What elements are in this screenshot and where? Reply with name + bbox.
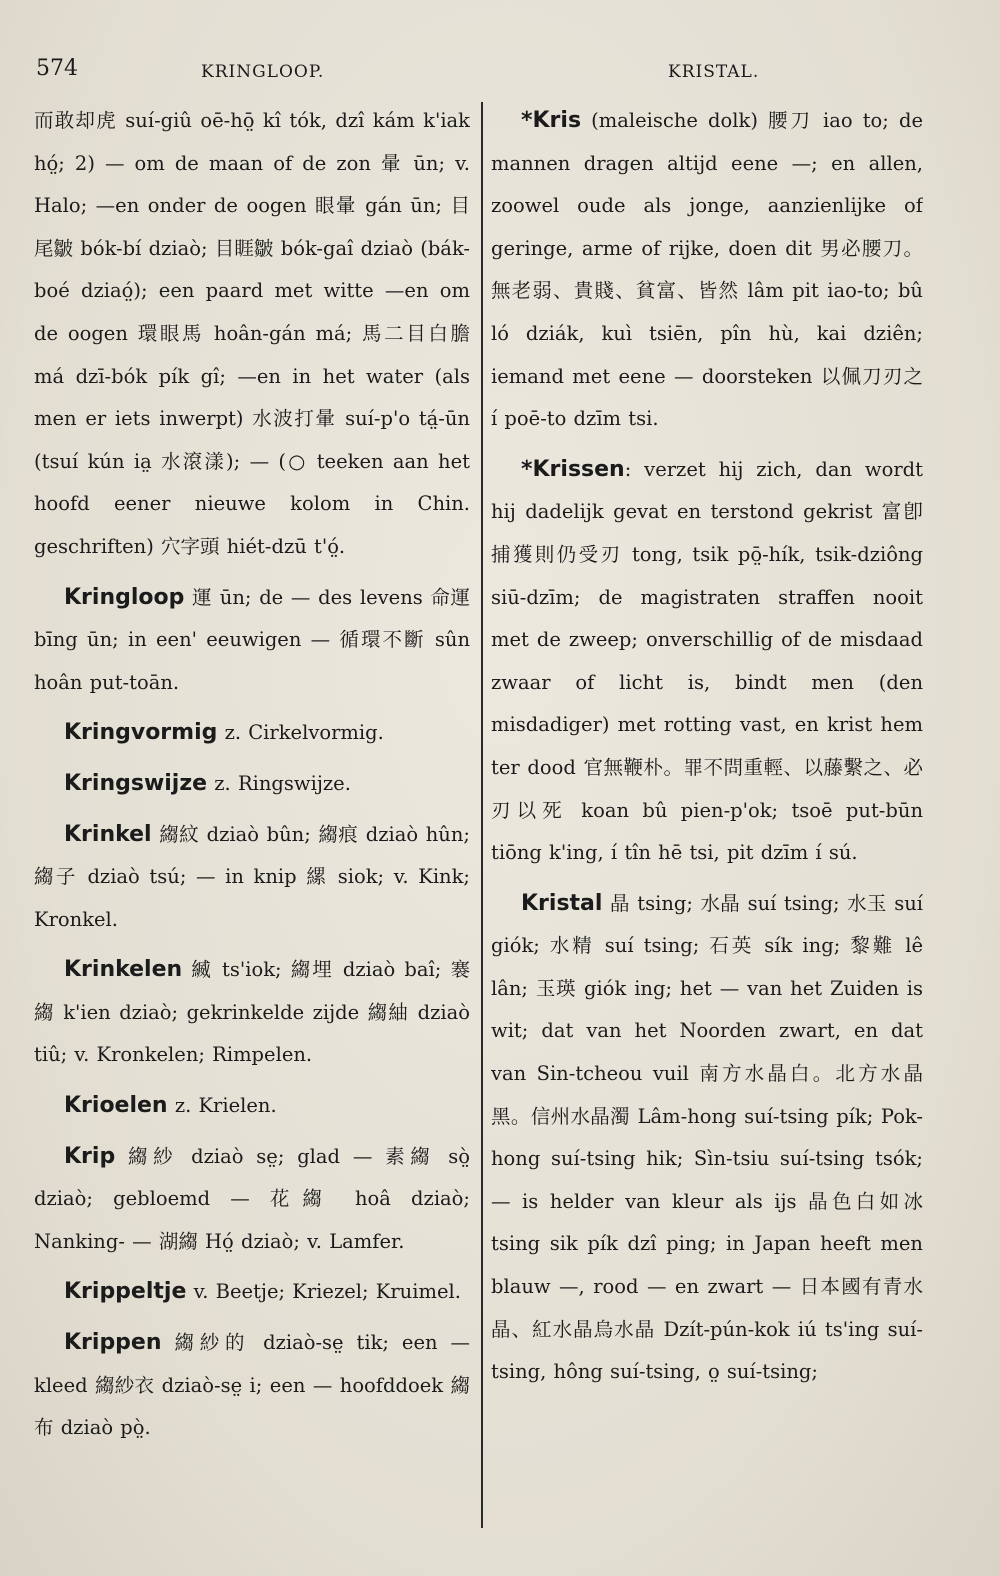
entry-headword: Krip	[64, 1143, 116, 1169]
page-number: 574	[36, 56, 78, 81]
entry-text: 晶 tsing; 水晶 suí tsing; 水玉 suí giók; 水精 suí tsing; 石英 sík ing; 黎難 lê lân; 玉瑛 giók ing; het — van het Zuiden is wit; dat van het Noorden zwart, en dat van Sin-tcheou vuil 南方水晶白。北方水晶黑。信州水晶濁 Lâm-hong suí-tsing pík; Pok-hong suí-tsing hik; Sìn-tsiu suí-tsing tsók; — is helder van kleur als ijs 晶色白如冰 tsing sik pík dzî ping; in Japan heeft men blauw —, rood — en zwart — 日本國有青水晶、紅水晶烏水晶 Dzít-pún-kok iú ts'ing suí-tsing, hông suí-tsing, o̤ suí-tsing;	[491, 891, 923, 1384]
entry-text: z. Ringswijze.	[214, 771, 351, 795]
entry-kringloop	[34, 577, 470, 705]
entry-headword: Krioelen	[64, 1093, 168, 1119]
entry-text: 縐紋 dziaò bûn; 縐痕 dziaò hûn; 縐子 dziaò tsú; — in knip 縲 siok; v. Kink; Kronkel.	[34, 822, 470, 931]
entry-text: 而敢却虎 suí-giû oē-hō̤ kî tók, dzî kám k'iak hó̤; 2) — om de maan of de zon 暈 ūn; v. Halo; —en onder de oogen 眼暈 gán ūn; 目尾皺 bók-bí dziaò; 目睚皺 bók-gaî dziaò (bák-boé dziaó̤); een paard met witte —en om de oogen 環眼馬 hoân-gán má; 馬二目白膽 má dzī-bók pík gî; —en in het water (als men er iets inwerpt) 水波打暈 suí-p'o tá̤-ūn (tsuí kún ia̤ 水滾漾); — (○ teeken aan het hoofd eener nieuwe kolom in Chin. geschriften) 穴字頭 hiét-dzū t'ó̤.	[34, 109, 470, 558]
entry-text: z. Krielen.	[174, 1094, 277, 1118]
entry-headword: Kristal	[521, 890, 603, 916]
entry-kris	[491, 100, 923, 441]
left-column	[34, 100, 470, 1532]
entry-headword: Krinkel	[64, 821, 152, 847]
entry-text: 縐紗 dziaò se̤; glad — 素縐 sò̤ dziaò; gebloemd — 花縐 hoâ dziaò; Nanking- — 湖縐 Hó̤ dziaò; v. Lamfer.	[34, 1144, 470, 1253]
entry-headword: Krinkelen	[64, 957, 183, 983]
entry-krioelen	[34, 1085, 470, 1128]
entry-continuation	[34, 100, 470, 569]
entry-text: : verzet hij zich, dan wordt hij dadelijk gevat en terstond gekrist 富卽捕獲則仍受刃 tong, tsik pō̤-hík, tsik-dziông siū-dzīm; de magistraten straffen nooit met de zweep; onverschillig of de misdaad zwaar of licht is, bindt men (den misdadiger) met rotting vast, en krist hem ter dood 官無鞭朴。罪不問重輕、以藤繫之、必刃以死 koan bû pien-p'ok; tsoē put-būn tiōng k'ing, í tîn hē tsi, pit dzīm í sú.	[491, 457, 923, 865]
running-head-left: KRINGLOOP.	[201, 62, 325, 82]
page-header	[36, 56, 924, 90]
entry-text: v. Beetje; Kriezel; Kruimel.	[193, 1280, 461, 1304]
entry-text: z. Cirkelvormig.	[224, 721, 384, 745]
entry-headword: Kringloop	[64, 584, 185, 610]
entry-kringvormig	[34, 712, 470, 755]
entry-kringswijze	[34, 763, 470, 806]
entry-text: 運 ūn; de — des levens 命運 bīng ūn; in een' eeuwigen — 循環不斷 sûn hoân put-toān.	[34, 585, 470, 694]
entry-text: (maleische dolk) 腰刀 iao to; de mannen dragen altijd eene —; en allen, zoowel oude als jonge, aanzienlijke of geringe, arme of rijke, doen dit 男必腰刀。無老弱、貴賤、貧富、皆然 lâm pit iao-to; bû ló dziák, kuì tsiēn, pîn hù, kai dziên; iemand met eene — doorsteken 以佩刀刃之 í poē-to dzīm tsi.	[491, 109, 923, 431]
entry-krissen	[491, 449, 923, 875]
entry-text: 縅 ts'iok; 縐埋 dziaò baî; 褰縐 k'ien dziaò; gekrinkelde zijde 縐紬 dziaò tiû; v. Kronkelen; Rimpelen.	[34, 958, 470, 1067]
right-column	[491, 100, 923, 1532]
entry-headword: *Kris	[521, 108, 582, 133]
entry-krinkel	[34, 814, 470, 942]
entry-headword: Kringswijze	[64, 770, 208, 796]
entry-headword: Kringvormig	[64, 720, 218, 746]
entry-headword: Krippeltje	[64, 1279, 187, 1305]
entry-kristal	[491, 883, 923, 1394]
entry-text: 縐紗的 dziaò-se̤ tik; een — kleed 縐紗衣 dziaò-se̤ i; een — hoofddoek 縐布 dziaò pò̤.	[34, 1331, 470, 1440]
entry-krip	[34, 1136, 470, 1264]
entry-headword: Krippen	[64, 1330, 162, 1356]
entry-krinkelen	[34, 949, 470, 1077]
entry-krippeltje	[34, 1271, 470, 1314]
column-divider	[481, 102, 483, 1528]
running-head-right: KRISTAL.	[668, 62, 760, 82]
entry-headword: *Krissen	[521, 456, 625, 482]
entry-krippen	[34, 1322, 470, 1450]
